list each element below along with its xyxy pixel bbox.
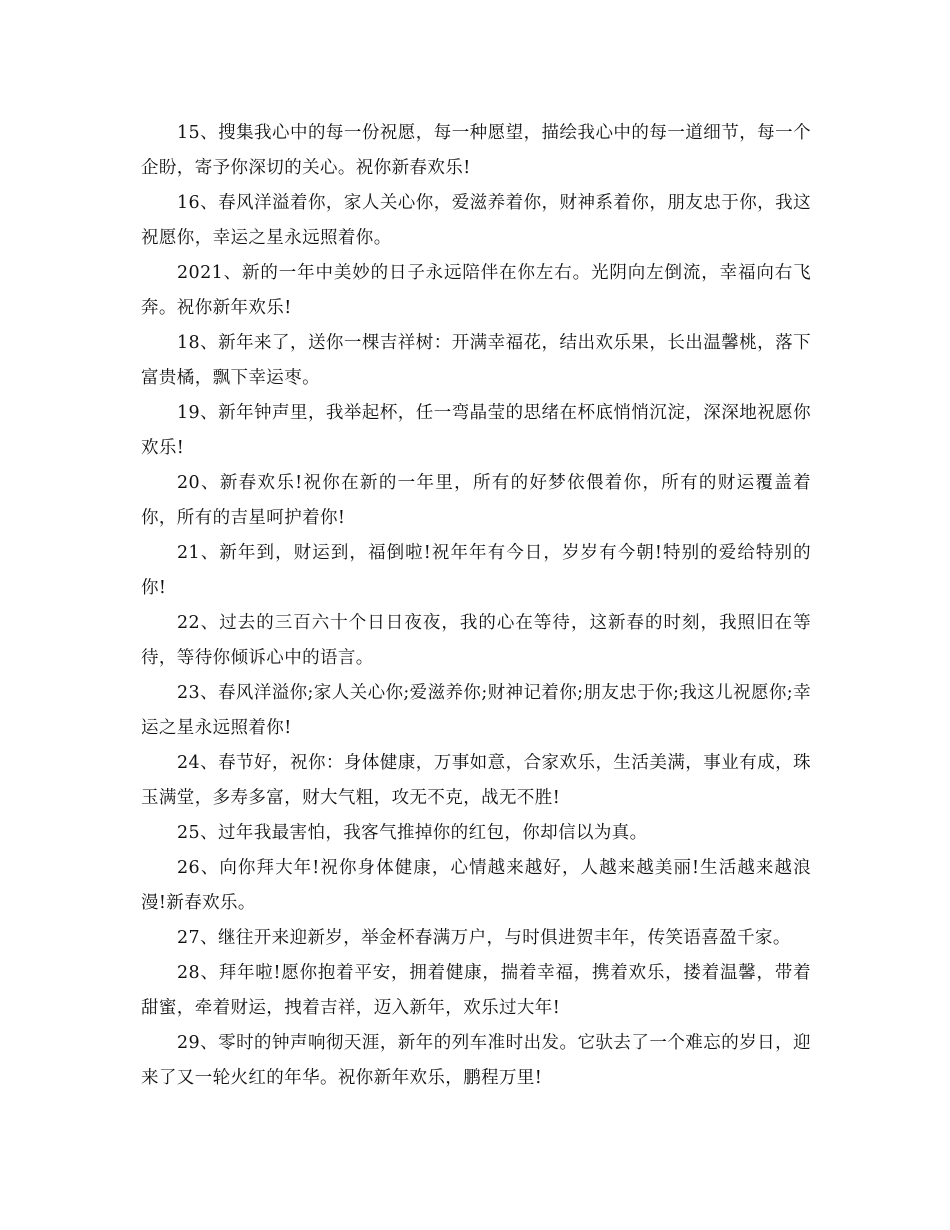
paragraph-15: 15、搜集我心中的每一份祝愿，每一种愿望，描绘我心中的每一道细节，每一个企盼，寄予你深切的关心。祝你新春欢乐! xyxy=(141,123,811,178)
paragraph-23: 23、春风洋溢你;家人关心你;爱滋养你;财神记着你;朋友忠于你;我这儿祝愿你;幸运之星永远照着你! xyxy=(141,683,811,738)
paragraph-26: 26、向你拜大年!祝你身体健康，心情越来越好，人越来越美丽!生活越来越浪漫!新春欢乐。 xyxy=(141,858,811,913)
paragraph-27: 27、继往开来迎新岁，举金杯春满万户，与时俱进贺丰年，传笑语喜盈千家。 xyxy=(177,928,791,948)
paragraph-22: 22、过去的三百六十个日日夜夜，我的心在等待，这新春的时刻，我照旧在等待，等待你倾诉心中的语言。 xyxy=(141,613,811,668)
paragraph-24: 24、春节好，祝你：身体健康，万事如意，合家欢乐，生活美满，事业有成，珠玉满堂，多寿多富，财大气粗，攻无不克，战无不胜! xyxy=(141,753,811,808)
paragraph-2021: 2021、新的一年中美妙的日子永远陪伴在你左右。光阴向左倒流，幸福向右飞奔。祝你新年欢乐! xyxy=(141,263,811,318)
paragraph-19: 19、新年钟声里，我举起杯，任一弯晶莹的思绪在杯底悄悄沉淀，深深地祝愿你欢乐! xyxy=(141,403,811,458)
document-body xyxy=(141,116,811,1096)
paragraph-18: 18、新年来了，送你一棵吉祥树：开满幸福花，结出欢乐果，长出温馨桃，落下富贵橘，飘下幸运枣。 xyxy=(141,333,811,388)
paragraph-28: 28、拜年啦!愿你抱着平安，拥着健康，揣着幸福，携着欢乐，搂着温馨，带着甜蜜，牵着财运，拽着吉祥，迈入新年，欢乐过大年! xyxy=(141,963,811,1018)
paragraph-16: 16、春风洋溢着你，家人关心你，爱滋养着你，财神系着你，朋友忠于你，我这祝愿你，幸运之星永远照着你。 xyxy=(141,193,811,248)
paragraph-21: 21、新年到，财运到，福倒啦!祝年年有今日，岁岁有今朝!特别的爱给特别的你! xyxy=(141,543,811,598)
paragraph-20: 20、新春欢乐!祝你在新的一年里，所有的好梦依偎着你，所有的财运覆盖着你，所有的吉星呵护着你! xyxy=(141,473,811,528)
paragraph-25: 25、过年我最害怕，我客气推掉你的红包，你却信以为真。 xyxy=(177,823,648,843)
paragraph-29: 29、零时的钟声响彻天涯，新年的列车准时出发。它驮去了一个难忘的岁日，迎来了又一轮火红的年华。祝你新年欢乐，鹏程万里! xyxy=(141,1033,811,1088)
